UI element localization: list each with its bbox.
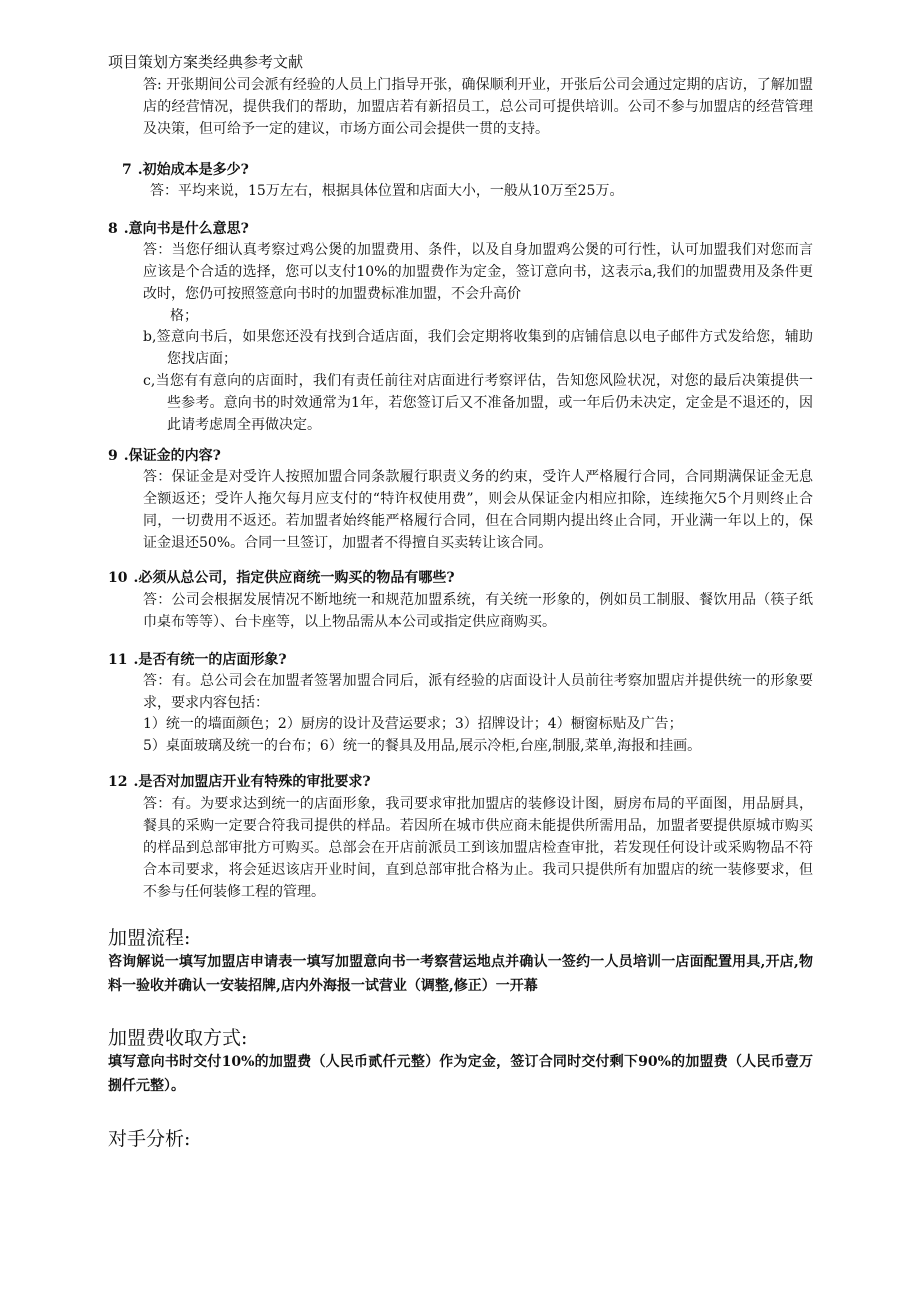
answer-10: 答：公司会根据发展情况不断地统一和规范加盟系统，有关统一形象的，例如员工制服、餐饮用品（筷子纸巾桌布等等）、台卡座等，以上物品需从本公司或指定供应商购买。 [143, 592, 813, 630]
question-number: 11 [108, 652, 128, 668]
document-header: 项目策划方案类经典参考文献 [108, 53, 304, 71]
fee-heading: 加盟费收取方式: [108, 1027, 248, 1049]
question-text: .必须从总公司，指定供应商统一购买的物品有哪些? [133, 570, 455, 586]
fee-body: 填写意向书时交付10%的加盟费（人民币贰仟元整）作为定金，签订合同时交付剩下90%的加盟费（人民币壹万捌仟元整）。 [108, 1054, 813, 1094]
question-8 [108, 218, 249, 240]
point-c-text: c,当您有有意向的店面时，我们有责任前往对店面进行考察评估，告知您风险状况，对您的最后决策提供一些参考。意向书的时效通常为1年，若您签订后又不准备加盟，或一年后仍未决定，定金是不退还的，因此请考虑周全再做决定。 [143, 373, 813, 433]
answer-11: 答：有。总公司会在加盟者签署加盟合同后，派有经验的店面设计人员前往考察加盟店并提供统一的形象要求，要求内容包括： [143, 673, 813, 711]
answer-9: 答：保证金是对受许人按照加盟合同条款履行职责义务的约束，受许人严格履行合同，合同期满保证金无息全额返还；受许人拖欠每月应支付的“特许权使用费”，则会从保证金内相应扣除，连续拖欠5个月则终止合同，一切费用不返还。若加盟者始终能严格履行合同，但在合同期内提出终止合同，开业满一年以上的，保证金退还50%。合同一旦签订，加盟者不得擅自买卖转让该合同。 [143, 469, 813, 551]
question-number: 12 [108, 774, 128, 790]
question-text: .是否有统一的店面形象? [133, 652, 287, 668]
question-number: 10 [108, 570, 128, 586]
answer-8-point-b [143, 326, 813, 370]
question-text: .意向书是什么意思? [123, 221, 249, 237]
question-7 [122, 159, 249, 181]
question-12 [108, 771, 371, 793]
question-number: 9 [108, 448, 118, 464]
question-10 [108, 567, 455, 589]
answer-8: 答：当您仔细认真考察过鸡公煲的加盟费用、条件，以及自身加盟鸡公煲的可行性，认可加盟我们对您而言应该是个合适的选择，您可以支付10%的加盟费作为定金，签订意向书，这表示a,我们的加盟费用及条件更改时，您仍可按照签意向书时的加盟费标准加盟，不会升高价 [143, 242, 813, 302]
question-text: .初始成本是多少? [137, 162, 249, 178]
intro-answer: 答: 开张期间公司会派有经验的人员上门指导开张，确保顺利开业，开张后公司会通过定期的店访，了解加盟店的经营情况，提供我们的帮助，加盟店若有新招员工，总公司可提供培训。公司不参与加盟店的经营管理及决策，但可给予一定的建议，市场方面公司会提供一贯的支持。 [143, 77, 813, 137]
answer-8-point-c [143, 370, 813, 436]
question-11 [108, 649, 287, 671]
answer-8-continuation: 格； [170, 308, 198, 324]
question-number: 8 [108, 221, 118, 237]
answer-12: 答：有。为要求达到统一的店面形象，我司要求审批加盟店的装修设计图，厨房布局的平面图，用品厨具，餐具的采购一定要合符我司提供的样品。若因所在城市供应商未能提供所需用品，加盟者要提供原城市购买的样品到总部审批方可购买。总部会在开店前派员工到该加盟店检查审批，若发现任何设计或采购物品不符合本司要求，将会延迟该店开业时间，直到总部审批合格为止。我司只提供所有加盟店的统一装修要求，但不参与任何装修工程的管理。 [143, 796, 813, 900]
process-heading: 加盟流程: [108, 927, 191, 949]
answer-7: 答：平均来说，15万左右，根据具体位置和店面大小，一般从10万至25万。 [150, 183, 624, 199]
question-text: .是否对加盟店开业有特殊的审批要求? [133, 774, 371, 790]
point-b-text: b,签意向书后，如果您还没有找到合适店面，我们会定期将收集到的店铺信息以电子邮件方式发给您，辅助您找店面； [143, 329, 813, 367]
question-text: .保证金的内容? [123, 448, 221, 464]
answer-11-items-2: 5）桌面玻璃及统一的台布；6）统一的餐具及用品,展示冷柜,台座,制服,菜单,海报和挂画。 [143, 738, 702, 754]
question-9 [108, 445, 221, 467]
question-number: 7 [122, 162, 132, 178]
rivals-heading: 对手分析: [108, 1128, 191, 1150]
answer-11-items-1: 1）统一的墙面颜色；2）厨房的设计及营运要求；3）招牌设计；4）橱窗标贴及广告； [143, 716, 683, 732]
process-body: 咨询解说一填写加盟店申请表一填写加盟意向书一考察营运地点并确认一签约一人员培训一店面配置用具,开店,物料一验收并确认一安装招牌,店内外海报一试营业（调整,修正）一开幕 [108, 954, 813, 994]
